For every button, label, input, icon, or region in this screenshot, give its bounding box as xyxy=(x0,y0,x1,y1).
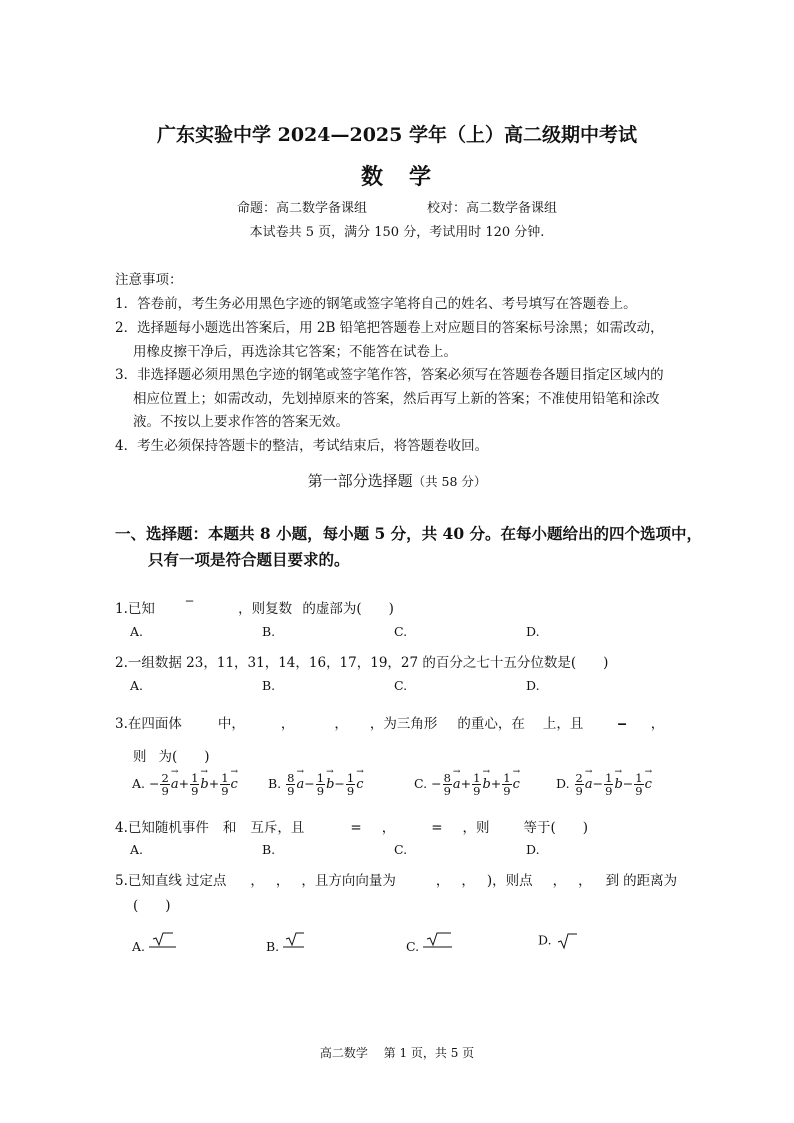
q3d-frac2-num: 1 xyxy=(605,771,613,785)
q3b-frac3-num: 1 xyxy=(346,771,355,785)
q3-option-a-label: A. xyxy=(132,776,146,791)
notice-item-3-cont2: 液。不按以上要求作答的答案无效。 xyxy=(133,414,349,430)
q4-text-g: ，则 xyxy=(462,820,490,836)
q3c-frac2-den: 9 xyxy=(473,784,481,798)
q1-conj-bar: ‒ xyxy=(185,593,194,609)
q3c-frac2 xyxy=(472,772,481,797)
q4-text-f: = xyxy=(431,820,443,836)
q5-text-k: 到 xyxy=(605,873,620,889)
q5-text-d: ， xyxy=(275,873,290,889)
q5-option-b[interactable] xyxy=(266,932,305,954)
part-heading xyxy=(0,470,794,491)
q4-text-c: 互斥，且 xyxy=(250,820,305,836)
q4-option-a[interactable]: A. xyxy=(130,842,144,857)
q4-text-e: ， xyxy=(381,820,396,836)
q3d-frac3 xyxy=(634,772,643,797)
q3b-vec1: → a xyxy=(296,777,304,792)
q3d-frac2-den: 9 xyxy=(605,784,613,798)
q3-text-a: 3.在四面体 xyxy=(115,716,182,732)
exam-info: 本试卷共 5 页，满分 150 分，考试用时 120 分钟. xyxy=(249,225,545,240)
q5-text-g: ， xyxy=(461,873,475,889)
q3a-frac2 xyxy=(190,772,199,797)
q3-text-c: ， xyxy=(280,716,295,732)
q3b-frac3-den: 9 xyxy=(346,784,355,798)
q2-option-b[interactable]: B. xyxy=(262,678,276,693)
q3-option-b[interactable] xyxy=(268,772,363,797)
q1-text-c: 的虚部为( ) xyxy=(302,601,394,617)
q3a-frac2-den: 9 xyxy=(191,784,199,798)
q5-text-h: )，则点 xyxy=(486,873,533,889)
question-3 xyxy=(115,712,664,732)
q3c-sign1: − xyxy=(431,776,442,791)
q4-option-d[interactable]: D. xyxy=(526,842,540,857)
q3d-frac3-num: 1 xyxy=(635,771,643,785)
q3a-frac1-num: 2 xyxy=(161,771,169,785)
section-heading-line1: 一、选择题：本题共 8 小题，每小题 5 分，共 40 分。在每小题给出的四个选项中， xyxy=(115,524,703,543)
exam-title: 广东实验中学 2024—2025 学年（上）高二级期中考试 xyxy=(157,124,637,146)
q3a-frac3-num: 1 xyxy=(221,771,229,785)
q5-text-f: ， xyxy=(435,873,450,889)
q3b-frac2-den: 9 xyxy=(316,784,325,798)
part-title: 第一部分选择题 xyxy=(307,472,413,490)
q5b-sqrt-frac-icon xyxy=(283,932,305,954)
q5c-sqrt-frac-icon xyxy=(423,932,453,954)
q3-option-c[interactable] xyxy=(414,772,520,797)
question-1 xyxy=(115,593,394,617)
q5-option-a[interactable] xyxy=(132,932,177,954)
q3c-vec2: → b xyxy=(482,777,490,792)
q3-option-d[interactable] xyxy=(556,772,652,797)
q5a-sqrt-frac-icon xyxy=(149,932,177,954)
q3c-frac2-num: 1 xyxy=(473,771,481,785)
page-footer: 高二数学 第 1 页，共 5 页 xyxy=(319,1046,475,1060)
q3b-frac3 xyxy=(346,772,355,797)
q3a-frac3-den: 9 xyxy=(221,784,229,798)
q1-text-a: 1.已知 xyxy=(115,601,155,617)
notice-item-3-cont: 相应位置上；如需改动，先划掉原来的答案，然后再写上新的答案；不准使用铅笔和涂改 xyxy=(133,391,660,407)
notice-item-3: 3．非选择题必须用黑色字迹的钢笔或签字笔作答，答案必须写在答题卷各题目指定区域内的 xyxy=(115,367,664,383)
q3c-frac3 xyxy=(502,772,511,797)
question-3-line2 xyxy=(133,745,210,765)
q3-option-a[interactable] xyxy=(132,772,238,797)
question-4 xyxy=(115,816,588,836)
q3-text-e: ，为三角形 xyxy=(369,716,438,732)
q3b-sign3: − xyxy=(334,776,345,791)
q3-line2b: 为( ) xyxy=(158,749,210,765)
q3d-sign3: − xyxy=(622,776,634,791)
q3-text-d: ， xyxy=(334,716,348,732)
q4-text-b: 和 xyxy=(222,820,237,836)
q3c-vec1: → a xyxy=(453,777,461,792)
q2-option-c[interactable]: C. xyxy=(394,678,408,693)
notice-item-1: 1．答卷前，考生务必用黑色字迹的钢笔或签字笔将自己的姓名、考号填写在答题卷上。 xyxy=(115,296,637,312)
q3a-vec2: → b xyxy=(200,777,208,792)
q5-text-c: ， xyxy=(250,873,264,889)
q4-text-h: 等于( ) xyxy=(523,820,589,836)
q4-text-a: 4.已知随机事件 xyxy=(115,820,209,836)
q5d-sqrt-icon xyxy=(556,932,578,950)
q3-option-d-label: D. xyxy=(556,776,570,791)
q4-text-d: = xyxy=(350,820,362,836)
q2-option-d[interactable]: D. xyxy=(526,678,540,693)
q5-text-b: 过定点 xyxy=(185,873,227,889)
question-5-line2: ( ) xyxy=(133,898,171,914)
q3-text-f: 的重心，在 xyxy=(457,716,525,732)
q3d-sign2: − xyxy=(592,776,604,791)
q3c-vec3: → c xyxy=(513,777,520,792)
question-2: 2.一组数据 23，11，31，14，16，17，19，27 的百分之七十五分位数是( ) xyxy=(115,655,609,671)
q3b-vec2: → b xyxy=(326,777,334,792)
q3a-frac2-num: 1 xyxy=(191,771,199,785)
q3b-frac1-num: 8 xyxy=(287,771,295,785)
q1-text-b: ，则复数 xyxy=(238,601,293,617)
notice-item-2: 2．选择题每小题选出答案后，用 2B 铅笔把答题卷上对应题目的答案标号涂黑；如需改动， xyxy=(115,320,664,336)
q5-option-a-label: A. xyxy=(132,939,146,954)
q3a-sign1: − xyxy=(149,776,160,791)
q3-option-b-label: B. xyxy=(268,776,282,791)
q4-option-b[interactable]: B. xyxy=(262,842,276,857)
q4-option-c[interactable]: C. xyxy=(394,842,408,857)
q3a-sign3: + xyxy=(208,776,220,791)
q3c-frac3-num: 1 xyxy=(503,771,511,785)
q5-text-e: ，且方向向量为 xyxy=(301,873,396,889)
notice-heading: 注意事项： xyxy=(115,272,183,288)
q3a-vec1: → a xyxy=(171,777,179,792)
q5-text-l: 的距离为 xyxy=(623,873,678,889)
q3c-sign3: + xyxy=(490,776,502,791)
notice-item-4: 4．考生必须保持答题卡的整洁，考试结束后，将答题卷收回。 xyxy=(115,438,489,454)
q3c-frac3-den: 9 xyxy=(503,784,511,798)
q3b-sign2: − xyxy=(304,776,315,791)
q5-option-c[interactable] xyxy=(406,932,453,954)
q1-option-d[interactable]: D. xyxy=(526,624,540,639)
q3d-frac1 xyxy=(575,772,584,797)
q3a-frac1 xyxy=(160,772,169,797)
q3-text-i: ， xyxy=(650,716,665,732)
q5-option-d-label: D. xyxy=(538,932,552,948)
setter-credit: 命题：高二数学备课组 xyxy=(236,201,367,216)
section-heading-line2: 只有一项是符合题目要求的。 xyxy=(148,550,350,569)
q3b-vec3: → c xyxy=(356,777,363,792)
q5-text-a: 5.已知直线 xyxy=(115,873,182,889)
q3b-frac2-num: 1 xyxy=(316,771,325,785)
q1-option-a[interactable]: A. xyxy=(130,624,144,639)
q3d-frac2 xyxy=(604,772,613,797)
credits-line xyxy=(0,197,794,216)
q3d-vec2: → b xyxy=(614,777,622,792)
q3c-frac1-den: 9 xyxy=(443,784,451,798)
q3c-frac1-num: 8 xyxy=(443,771,451,785)
q5-text-i: ， xyxy=(552,873,567,889)
q3c-sign2: + xyxy=(460,776,472,791)
q3b-frac1 xyxy=(286,772,295,797)
q3-text-g: 上，且 xyxy=(542,716,584,732)
q3-text-b: 中， xyxy=(217,716,245,732)
q3b-frac1-den: 9 xyxy=(287,784,295,798)
q2-option-a[interactable]: A. xyxy=(130,678,144,693)
part-note: （共 58 分） xyxy=(412,474,487,489)
subject-title: 数 学 xyxy=(360,164,433,190)
q3-line2a: 则 xyxy=(133,749,147,765)
q3d-frac1-den: 9 xyxy=(575,784,583,798)
q1-option-c[interactable]: C. xyxy=(394,624,408,639)
checker-credit: 校对：高二数学备课组 xyxy=(427,201,558,216)
q3a-vec3: → c xyxy=(231,777,238,792)
q5-option-b-label: B. xyxy=(266,939,280,954)
q3a-frac3 xyxy=(220,772,229,797)
q3c-frac1 xyxy=(443,772,452,797)
q3a-sign2: + xyxy=(178,776,190,791)
q3a-frac1-den: 9 xyxy=(161,784,169,798)
question-5 xyxy=(115,869,677,889)
q5-option-d[interactable] xyxy=(538,932,578,950)
q3b-frac2 xyxy=(316,772,325,797)
q5-text-j: ， xyxy=(578,873,592,889)
q3d-frac3-den: 9 xyxy=(635,784,643,798)
q3d-vec1: → a xyxy=(585,777,593,792)
q3-option-c-label: C. xyxy=(414,776,428,791)
q1-option-b[interactable]: B. xyxy=(262,624,276,639)
q5-option-c-label: C. xyxy=(406,939,420,954)
q3d-frac1-num: 2 xyxy=(575,771,583,785)
q3d-vec3: → c xyxy=(645,777,652,792)
q3-text-h: ‒ xyxy=(617,716,627,732)
notice-item-2-cont: 用橡皮擦干净后，再选涂其它答案；不能答在试卷上。 xyxy=(133,344,457,360)
